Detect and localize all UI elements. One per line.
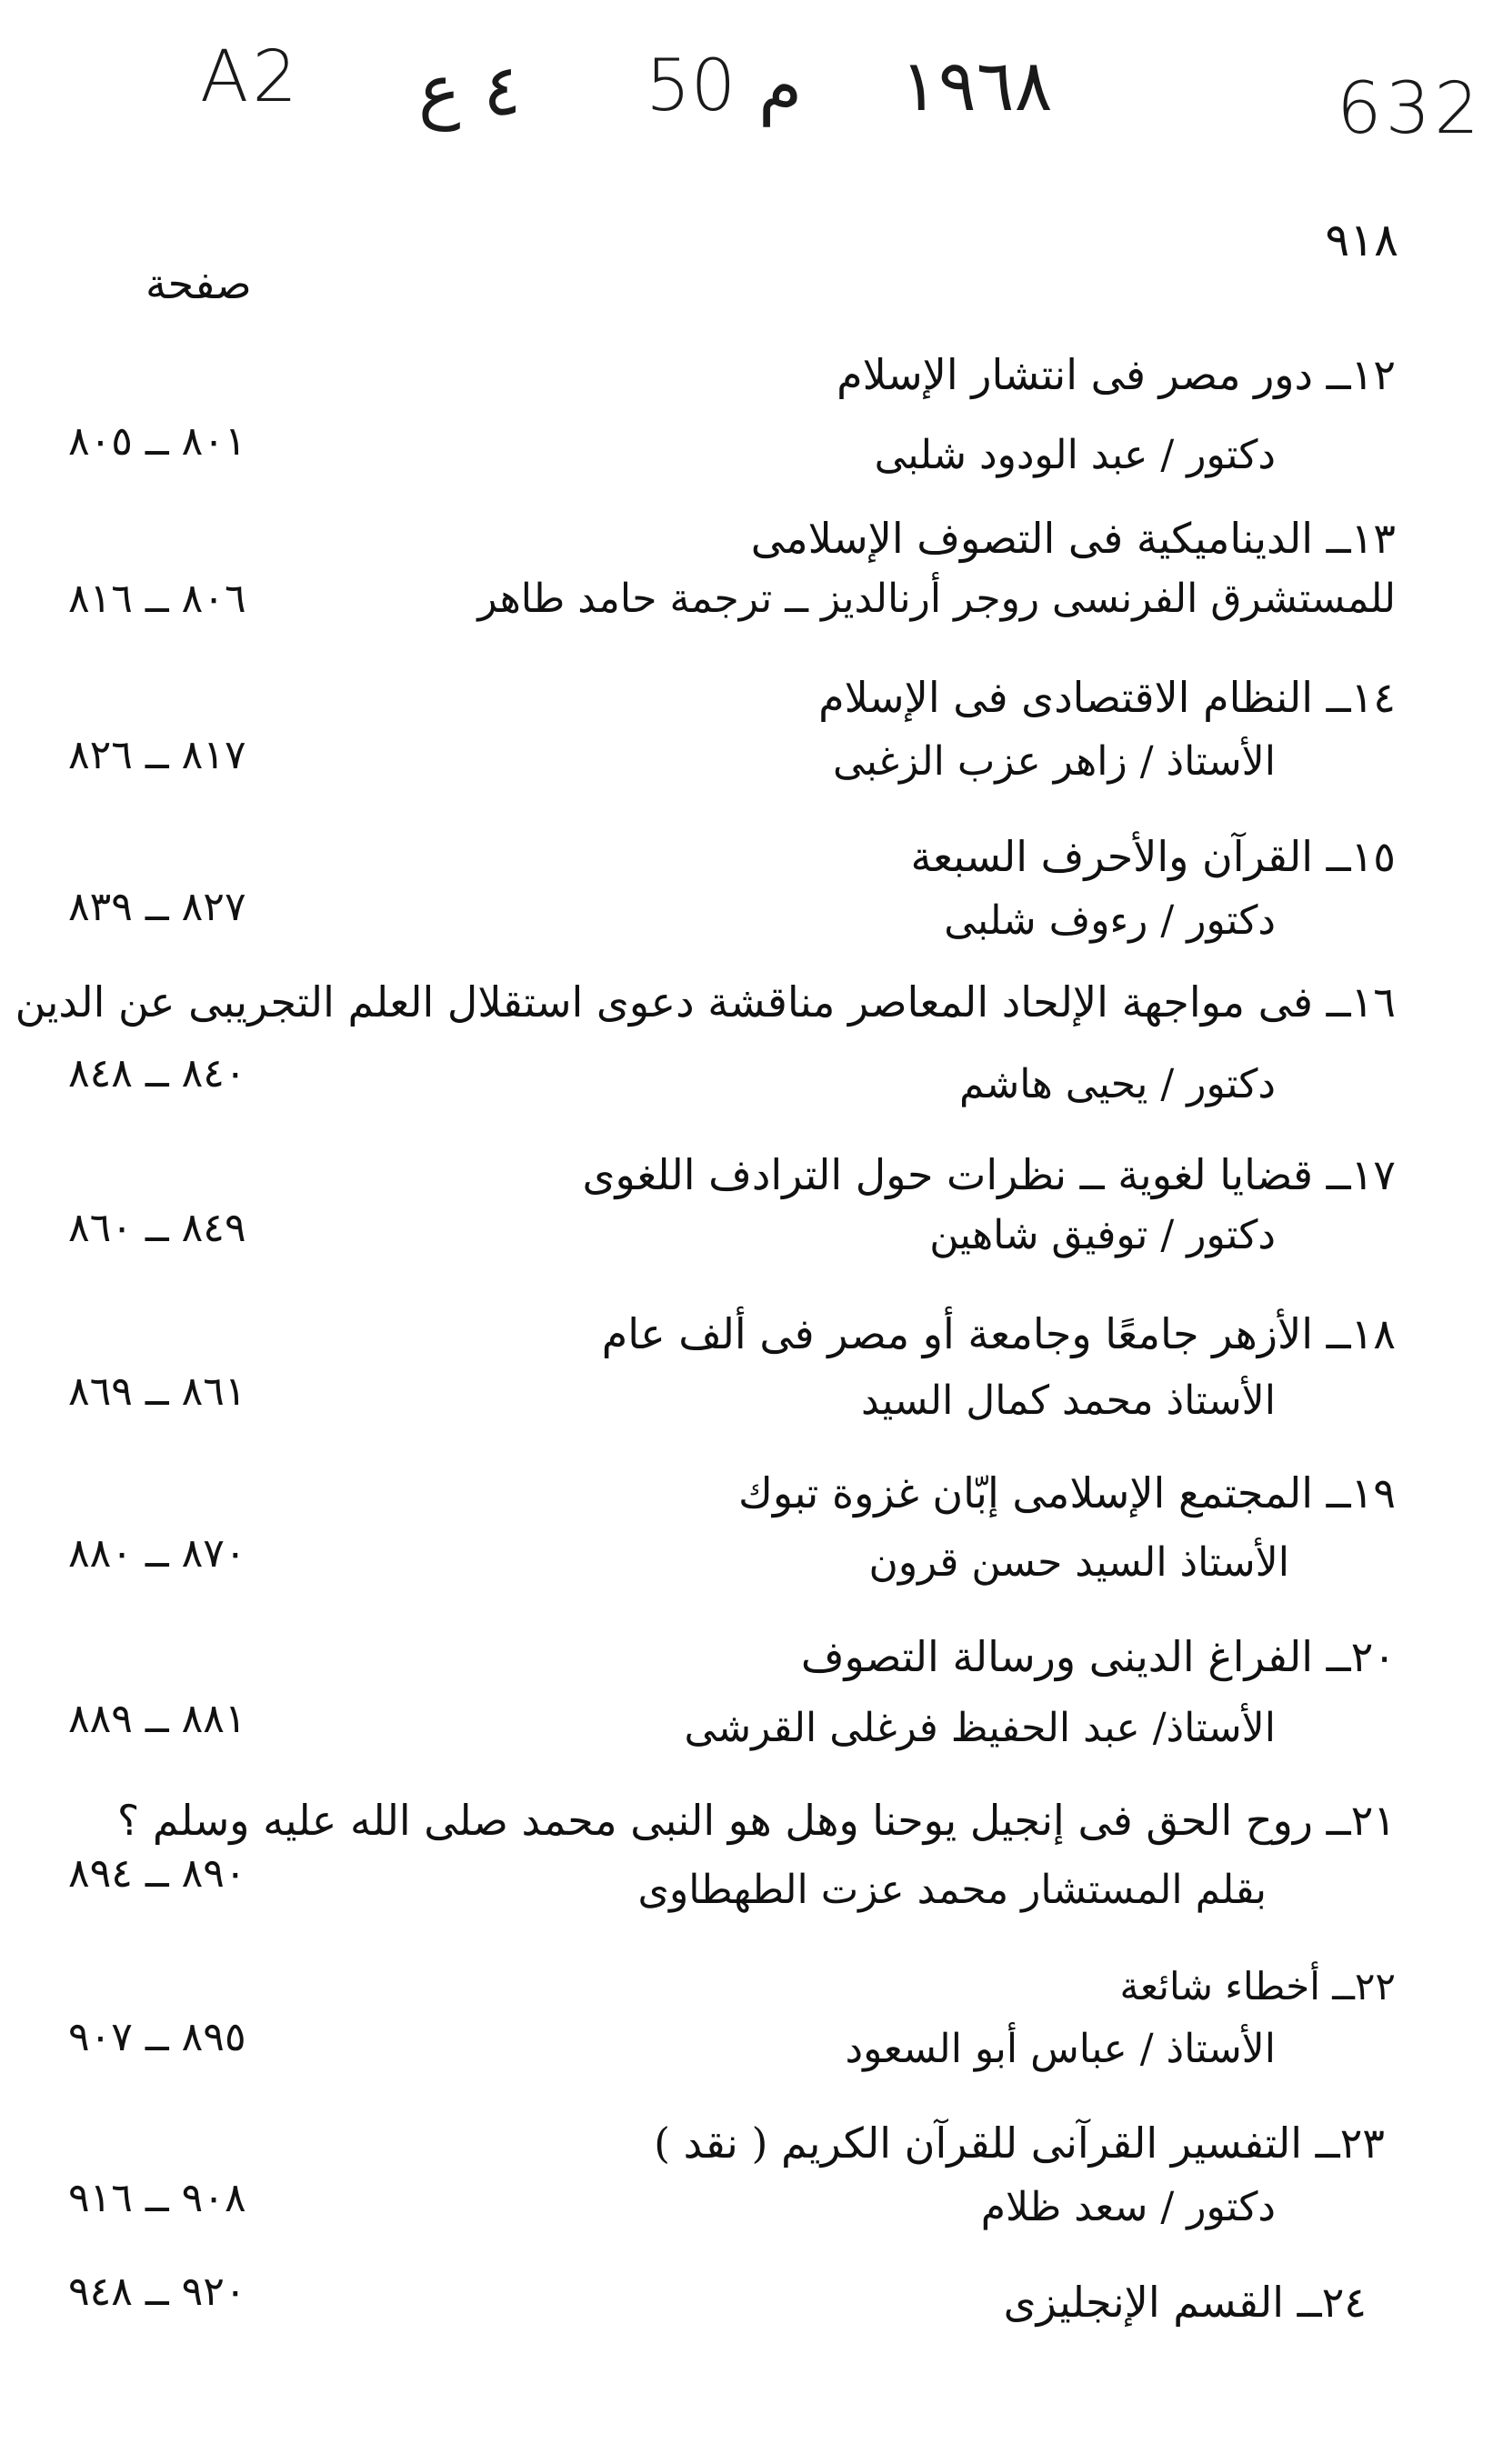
handwritten-note: 50 م <box>646 45 803 127</box>
entry-author: الأستاذ/ عبد الحفيظ فرغلى القرشى <box>684 1705 1276 1751</box>
entry-author: دكتور / عبد الودود شلبى <box>874 432 1276 478</box>
entry-author: دكتور / رءوف شلبى <box>944 897 1276 944</box>
entry-author: الأستاذ / زاهر عزب الزغبى <box>832 738 1276 785</box>
handwritten-note: 632 <box>1337 68 1483 150</box>
entry-author: دكتور / يحيى هاشم <box>959 1061 1276 1107</box>
handwritten-note: A2 <box>200 36 301 118</box>
entry-title: ٢٠ــ الفراغ الدينى ورسالة التصوف <box>800 1632 1396 1681</box>
entry-pages: ٨٤٩ ــ ٨٦٠ <box>68 1205 246 1251</box>
entry-pages: ٨٦١ ــ ٨٦٩ <box>68 1368 246 1415</box>
entry-title: ٢٤ــ القسم الإنجليزى <box>1003 2278 1367 2327</box>
entry-pages: ٨٧٠ ــ ٨٨٠ <box>68 1530 246 1577</box>
entry-author: الأستاذ محمد كمال السيد <box>861 1377 1276 1424</box>
entry-title: ١٣ــ الديناميكية فى التصوف الإسلامى <box>750 514 1396 563</box>
entry-title: ١٩ــ المجتمع الإسلامى إبّان غزوة تبوك <box>737 1468 1396 1517</box>
entry-pages: ٨١٧ ــ ٨٢٦ <box>68 732 246 778</box>
entry-title: ٢٣ــ التفسير القرآنى للقرآن الكريم ( نقد ) <box>654 2118 1385 2168</box>
entry-title: ١٨ــ الأزهر جامعًا وجامعة أو مصر فى ألف عام <box>601 1309 1396 1358</box>
entry-title: ١٦ــ فى مواجهة الإلحاد المعاصر مناقشة دعوى استقلال العلم التجريبى عن الدين <box>15 977 1396 1027</box>
entry-pages: ٨٩٥ ــ ٩٠٧ <box>68 2014 246 2060</box>
entry-pages: ٨٩٠ ــ ٨٩٤ <box>68 1850 246 1897</box>
entry-pages: ٨٤٠ ــ ٨٤٨ <box>68 1050 246 1097</box>
entry-title: ١٧ــ قضايا لغوية ــ نظرات حول الترادف اللغوى <box>582 1150 1396 1199</box>
entry-author: دكتور / توفيق شاهين <box>929 1212 1276 1258</box>
entry-title: ١٥ــ القرآن والأحرف السبعة <box>910 832 1396 881</box>
entry-title: ١٤ــ النظام الاقتصادى فى الإسلام <box>818 673 1396 722</box>
entry-pages: ٨٠١ ــ ٨٠٥ <box>68 418 246 465</box>
entry-pages: ٨٨١ ــ ٨٨٩ <box>68 1696 246 1742</box>
handwritten-note: ٤ ع <box>418 50 522 132</box>
handwritten-note: ١٩٦٨ <box>900 45 1053 127</box>
entry-title: ٢٢ــ أخطاء شائعة <box>1119 1964 1396 2008</box>
entry-author: بقلم المستشار محمد عزت الطهطاوى <box>637 1867 1267 1913</box>
entry-pages: ٨٠٦ ــ ٨١٦ <box>68 576 246 622</box>
entry-pages: ٩٢٠ ــ ٩٤٨ <box>68 2269 246 2315</box>
entry-title: ٢١ــ روح الحق فى إنجيل يوحنا وهل هو النبى محمد صلى الله عليه وسلم ؟ <box>116 1796 1396 1845</box>
entry-author: دكتور / سعد ظلام <box>980 2184 1276 2230</box>
entry-author: الأستاذ السيد حسن قرون <box>868 1539 1289 1586</box>
page-number: ٩١٨ <box>1325 214 1398 266</box>
page-column-header: صفحة <box>145 259 252 308</box>
entry-title: ١٢ــ دور مصر فى انتشار الإسلام <box>837 350 1396 399</box>
entry-pages: ٨٢٧ ــ ٨٣٩ <box>68 884 246 930</box>
entry-author: الأستاذ / عباس أبو السعود <box>845 2026 1276 2072</box>
entry-author: للمستشرق الفرنسى روجر أرنالديز ــ ترجمة حامد طاهر <box>477 576 1396 622</box>
entry-pages: ٩٠٨ ــ ٩١٦ <box>68 2175 246 2221</box>
